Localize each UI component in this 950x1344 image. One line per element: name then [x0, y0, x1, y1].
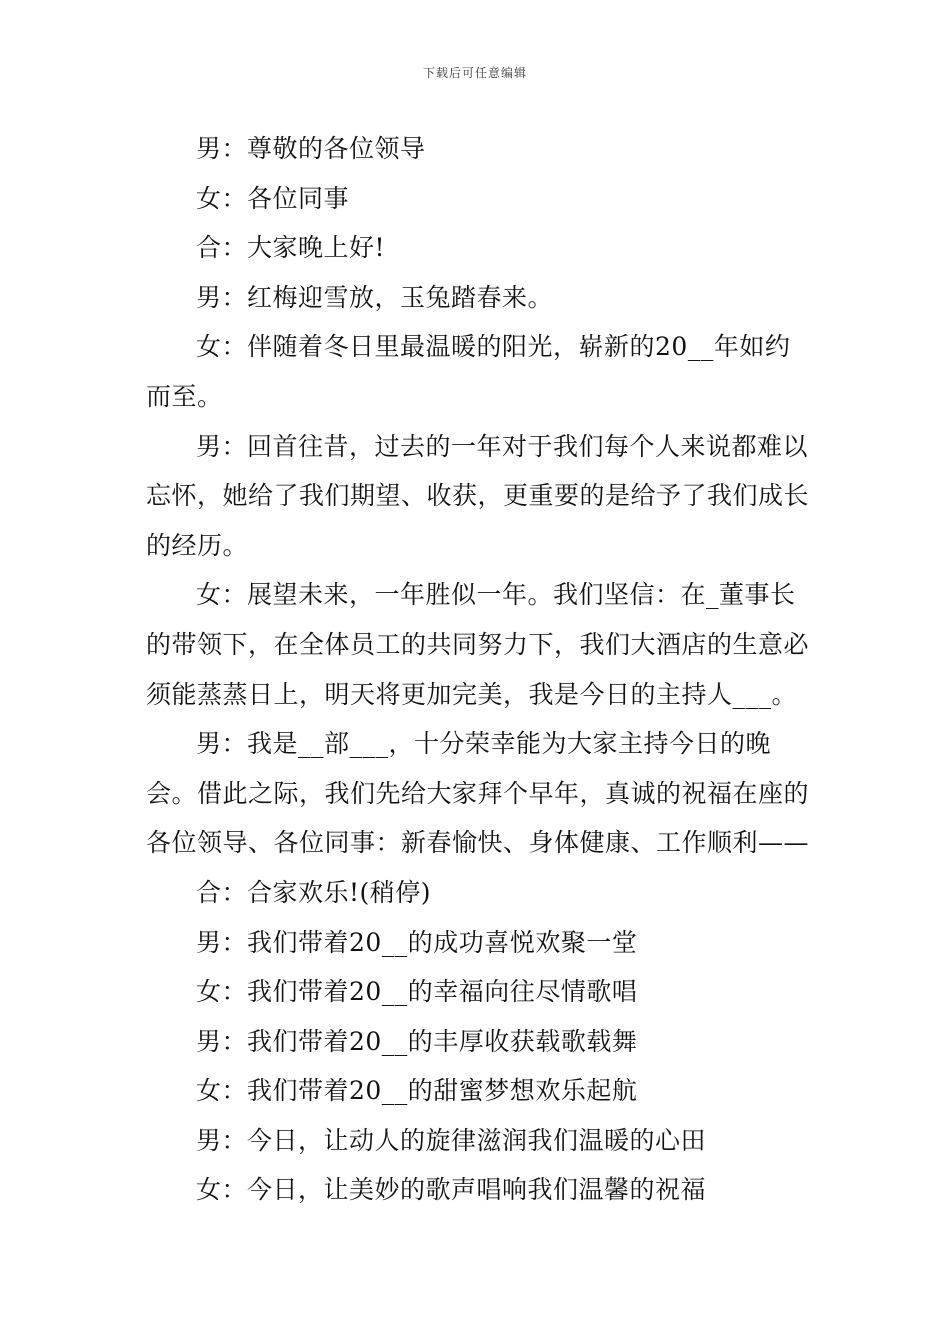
script-line: 合：大家晚上好!	[196, 233, 386, 263]
script-body	[146, 124, 814, 1215]
script-line: 男：红梅迎雪放，玉兔踏春来。	[196, 282, 554, 312]
script-line: 男：尊敬的各位领导	[196, 134, 426, 163]
script-line: 女：我们带着20__的幸福向往尽情歌唱	[196, 977, 638, 1007]
script-line: 女：伴随着冬日里最温暖的阳光，崭新的20__年如约而至。	[146, 332, 791, 411]
script-line: 女：我们带着20__的甜蜜梦想欢乐起航	[196, 1076, 638, 1106]
script-line: 男：回首往昔，过去的一年对于我们每个人来说都难以忘怀，她给了我们期望、收获，更重要的是给予了我们成长的经历。	[146, 431, 810, 560]
script-line: 女：各位同事	[196, 183, 350, 213]
script-line: 男：我们带着20__的丰厚收获载歌载舞	[196, 1026, 638, 1056]
script-line: 男：我们带着20__的成功喜悦欢聚一堂	[196, 927, 638, 957]
page-header-note: 下载后可任意编辑	[422, 66, 527, 80]
script-line: 男：今日，让动人的旋律滋润我们温暖的心田	[196, 1125, 707, 1155]
script-line: 合：合家欢乐!(稍停)	[196, 877, 432, 907]
script-line: 女：展望未来，一年胜似一年。我们坚信：在_董事长的带领下，在全体员工的共同努力下，我们大酒店的生意必须能蒸蒸日上，明天将更加完美，我是今日的主持人___。	[146, 580, 810, 709]
script-line: 男：我是__部___，十分荣幸能为大家主持今日的晚会。借此之际，我们先给大家拜个早年，真诚的祝福在座的各位领导、各位同事：新春愉快、身体健康、工作顺利——	[146, 729, 810, 858]
script-line: 女：今日，让美妙的歌声唱响我们温馨的祝福	[196, 1175, 707, 1205]
